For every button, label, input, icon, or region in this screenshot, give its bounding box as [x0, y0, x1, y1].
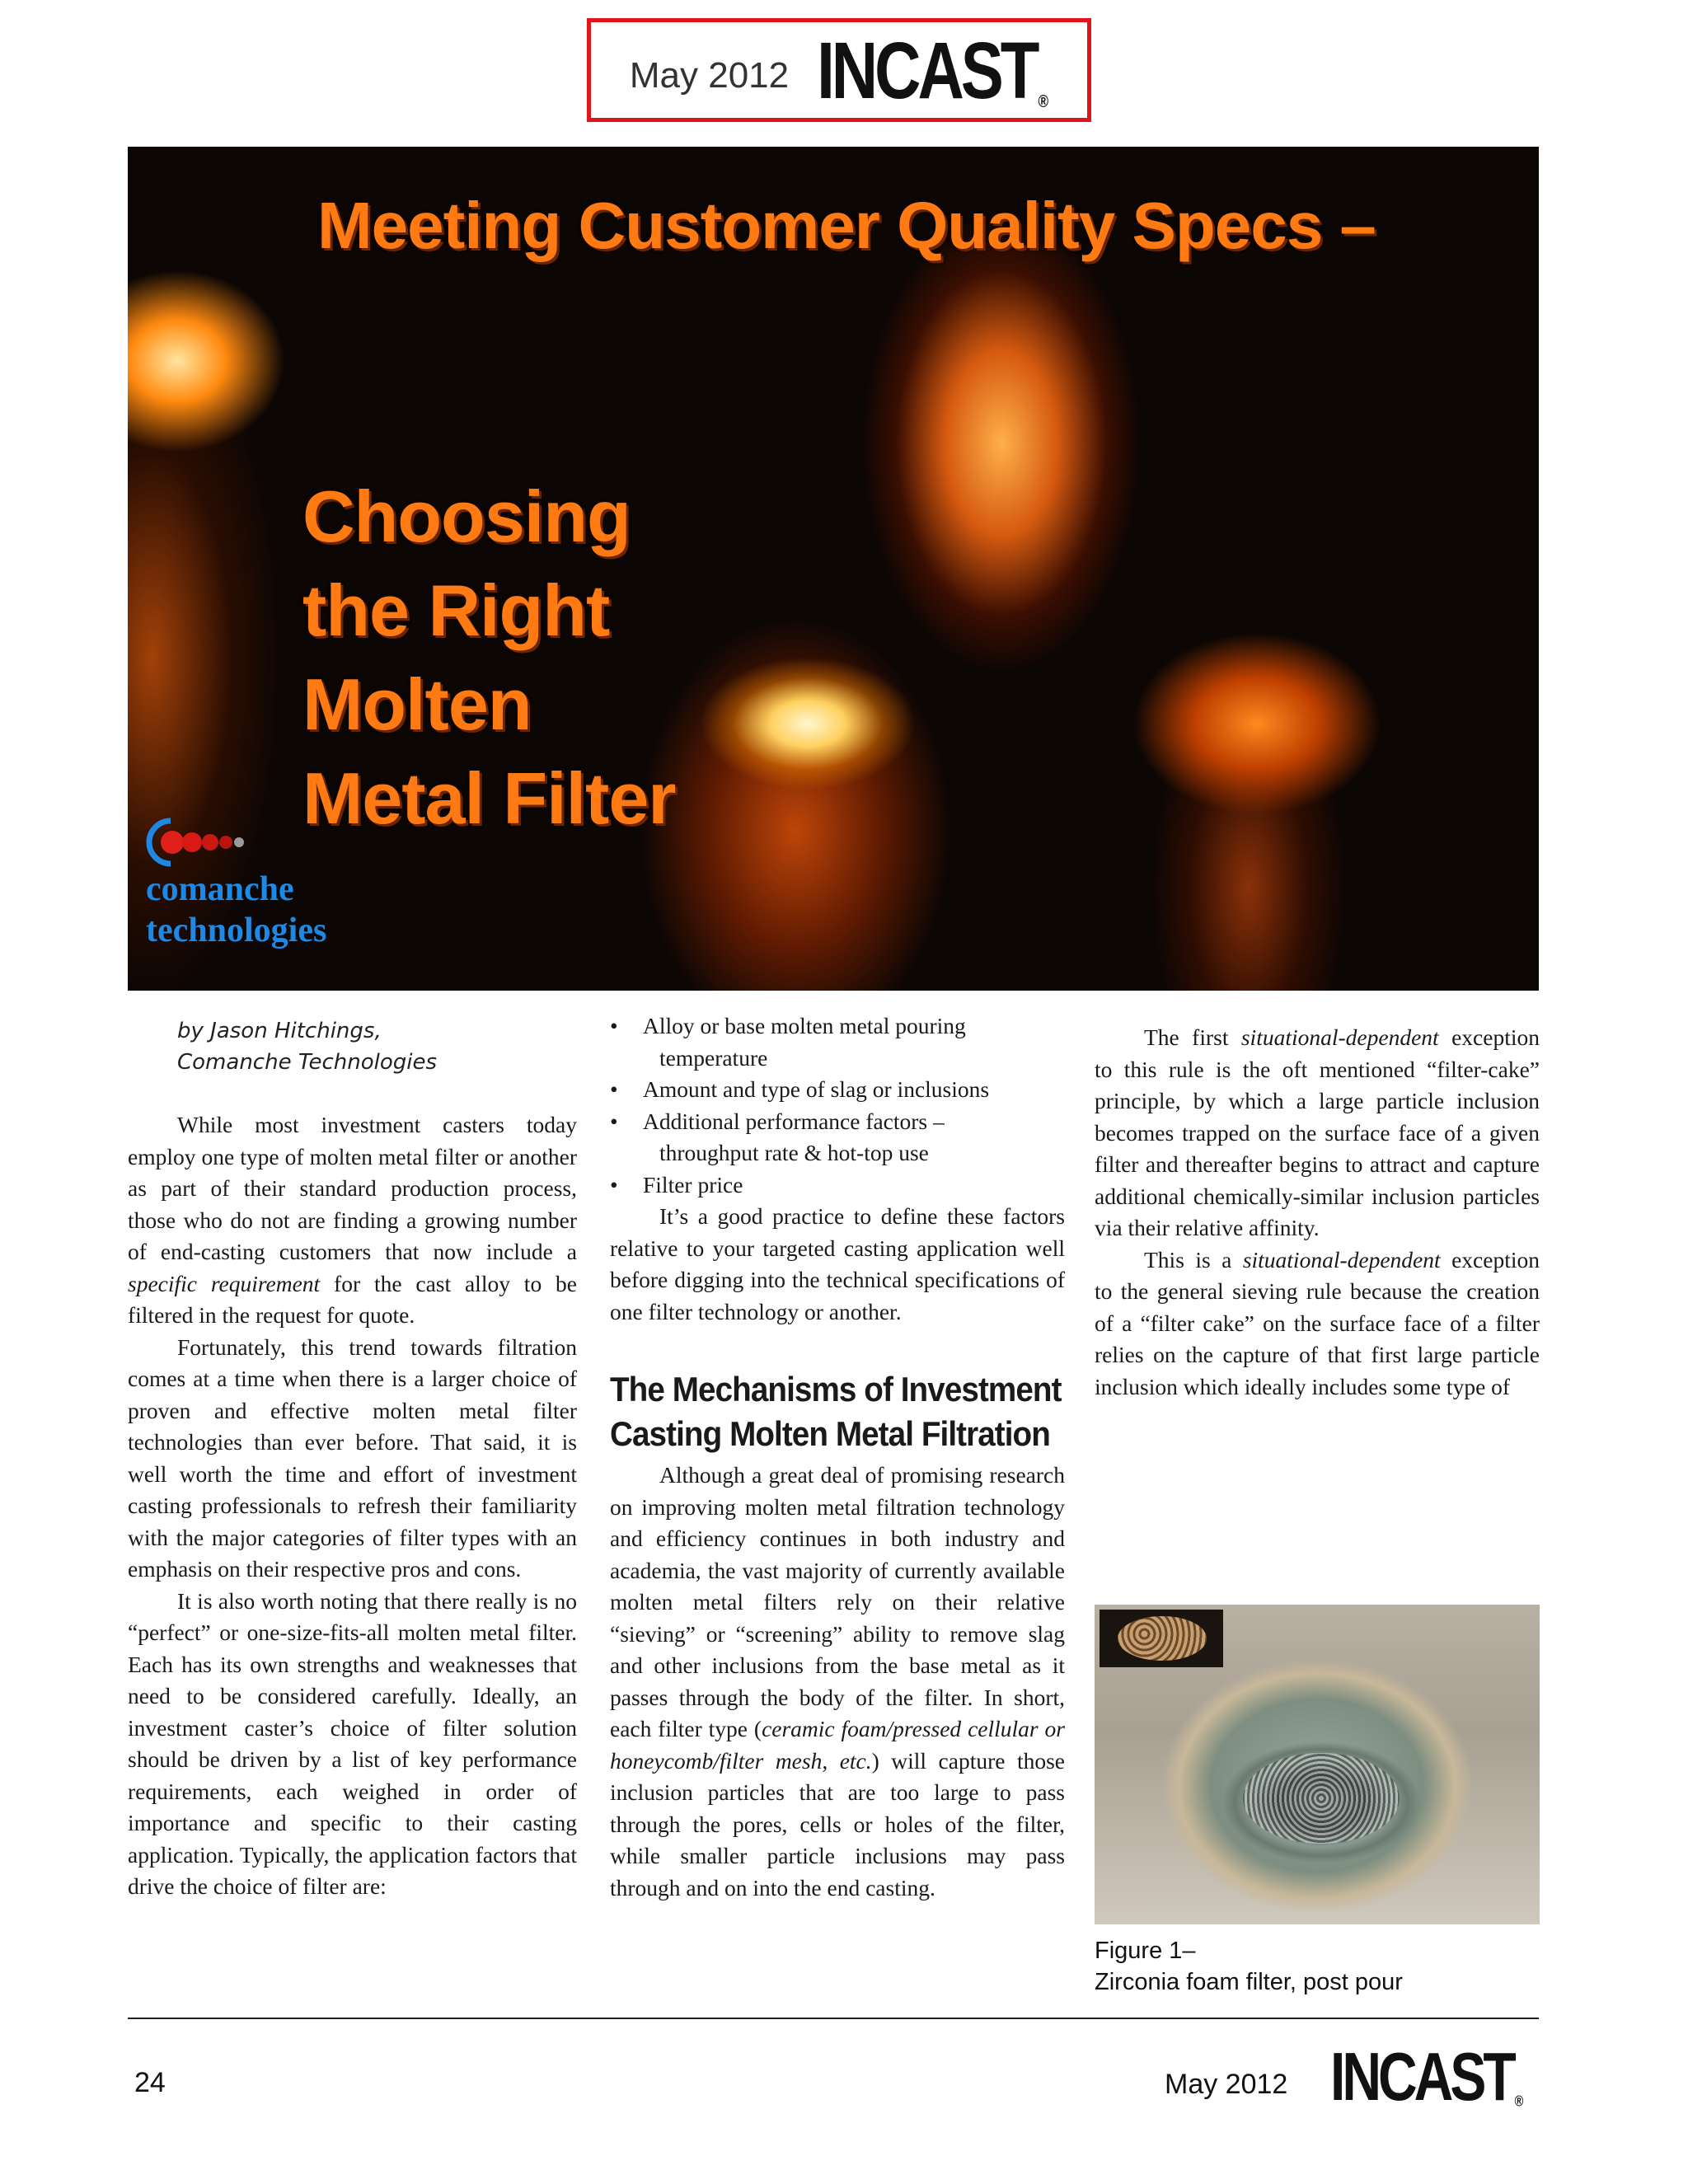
figure-filter-pores: [1243, 1753, 1400, 1844]
page-number: 24: [134, 2067, 166, 2098]
list-item-text: Alloy or base molten metal pouring: [643, 1013, 966, 1038]
section-heading-line: The Mechanisms of Investment: [610, 1370, 1062, 1408]
hero-subtitle-line: Molten: [302, 663, 532, 745]
figure-caption: [1095, 1935, 1540, 1998]
figure-caption-text: Zirconia foam filter, post pour: [1095, 1969, 1403, 1995]
paragraph: [610, 1460, 1065, 1904]
byline: [177, 1015, 577, 1078]
footer-logo-reg: ®: [1514, 2093, 1524, 2111]
paragraph: Fortunately, this trend towards filtration comes at a time when there is a larger choice of proven and effective molten metal filter technologies than ever before. That said, it is well worth the time and effort of investment casting professionals to refresh their familiarity with the major categories of filter types with an emphasis on their respective pros and cons.: [128, 1333, 577, 1582]
footer-rule: [128, 2018, 1539, 2019]
text-run: Although a great deal of promising research on improving molten metal filtration technology and efficiency continues in both industry and academia, the vast majority of currently available molten metal filters rely on their relative “sieving” or “screening” ability to remove slag and other inclusions from the base metal as it passes through the body of the filter. In short, each filter type (: [610, 1462, 1065, 1741]
brand-line: technologies: [146, 912, 327, 949]
list-item-continuation: throughput rate & hot-top use: [659, 1140, 929, 1165]
masthead-logo-reg: ®: [1038, 90, 1049, 111]
hero-subtitle-line: Choosing: [302, 476, 631, 557]
list-item-text: Additional performance factors –: [643, 1108, 945, 1134]
list-item: [610, 1010, 1065, 1074]
footer-issue-date: May 2012: [1165, 2069, 1288, 2100]
masthead-logo-text: INCAST: [817, 25, 1037, 115]
hero-subtitle-line: the Right: [302, 569, 610, 651]
section-heading: [610, 1367, 1062, 1456]
text-run: for the cast alloy to be filtered in the request for quote.: [128, 1270, 577, 1328]
masthead-incast-logo: [817, 25, 1049, 115]
masthead: [587, 18, 1091, 122]
text-run: This is a: [1144, 1246, 1243, 1272]
article-column-2: [610, 1010, 1065, 1904]
list-item-continuation: temperature: [659, 1044, 768, 1071]
byline-company: Comanche Technologies: [177, 1050, 438, 1075]
article-column-3: [1095, 1022, 1540, 1403]
figure-inset-image: [1100, 1610, 1223, 1667]
paragraph: [128, 1109, 577, 1332]
figure-caption-label: Figure 1–: [1095, 1938, 1196, 1964]
list-item: [610, 1169, 1065, 1202]
byline-author: by Jason Hitchings,: [177, 1019, 382, 1043]
list-item: [610, 1106, 1065, 1169]
emphasis: specific requirement: [128, 1270, 321, 1296]
list-item: [610, 1074, 1065, 1106]
factors-list: [610, 1010, 1065, 1201]
figure-image: [1095, 1605, 1540, 1924]
text-run: ) will capture those inclusion particles that are too large to pass through the pores, cells or holes of the filter, while smaller particle inclusions may pass through and on into the end casting.: [610, 1747, 1066, 1900]
section-heading-line: Casting Molten Metal Filtration: [610, 1414, 1050, 1453]
comanche-logo: [143, 816, 326, 951]
masthead-issue-date: May 2012: [629, 55, 790, 96]
hero-image: [128, 147, 1539, 991]
text-run: The first: [1144, 1024, 1241, 1050]
list-item-text: Amount and type of slag or inclusions: [643, 1076, 990, 1102]
list-item-text: Filter price: [643, 1171, 743, 1197]
paragraph: It’s a good practice to define these factors relative to your targeted casting application well before digging into the technical specifications of one filter technology or another.: [610, 1203, 1065, 1324]
text-run: exception to the general sieving rule because the creation of a “filter cake” on the surface face of a filter relies on the capture of that first large particle inclusion which ideally includes some type of: [1095, 1246, 1540, 1399]
text-run: exception to this rule is the oft mentioned “filter-cake” principle, by which a large particle inclusion becomes trapped on the surface face of a given filter and thereafter begins to attract and capture additional chemically-similar inclusion particles via their relative affinity.: [1095, 1024, 1540, 1240]
footer-logo-text: INCAST: [1330, 2037, 1513, 2115]
text-run: While most investment casters today employ one type of molten metal filter or another as part of their standard production process, those who do not are finding a growing number of end-casting customers that now include a: [128, 1112, 577, 1264]
article-column-1: [128, 1015, 577, 1903]
hero-subtitle: [302, 470, 676, 846]
emphasis: situational-dependent: [1240, 1024, 1439, 1050]
paragraph: [1095, 1244, 1540, 1404]
hero-title: Meeting Customer Quality Specs –: [317, 189, 1376, 262]
hero-subtitle-line: Metal Filter: [302, 757, 676, 839]
emphasis: situational-dependent: [1242, 1246, 1441, 1272]
footer-incast-logo: [1330, 2037, 1524, 2115]
paragraph: It is also worth noting that there really is no “perfect” or one-size-fits-all molten metal filter. Each has its own strengths and weaknesses that need to be considered carefully. Ideally, an investment caster’s choice of filter solution should be driven by a list of key performance requirements, each weighed in order of importance and specific to their casting application. Typically, the application factors that drive the choice of filter are:: [128, 1587, 577, 1899]
comanche-logo-icon: [143, 816, 266, 869]
paragraph: [1095, 1022, 1540, 1244]
comanche-brand-name: [146, 869, 326, 951]
brand-line: comanche: [146, 870, 294, 908]
emphasis: ceramic foam/pressed cellular or honeycomb/filter mesh, etc.: [610, 1716, 1065, 1774]
